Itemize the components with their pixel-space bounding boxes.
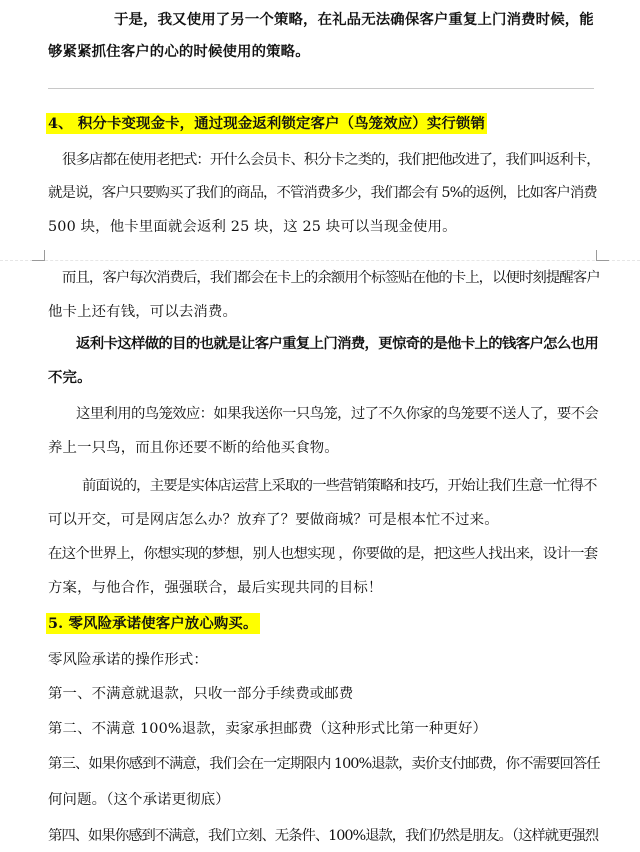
- list-item: 第二、不满意 100%退款，卖家承担邮费（这种形式比第一种更好）: [48, 721, 488, 737]
- list-item: 第三、如果你感到不满意，我们会在一定期限内 100%退款，卖价支付邮费，你不需要回答任: [48, 756, 600, 772]
- page-corner-mark-left: [32, 250, 45, 261]
- list-item: 第一、不满意就退款，只收一部分手续费或邮费: [48, 686, 354, 702]
- page-corner-mark-right: [596, 250, 609, 261]
- section-heading-5: [46, 614, 260, 634]
- paragraph-line: 方案，与他合作，强强联合，最后实现共同的目标！: [48, 580, 383, 596]
- paragraph-line: 可以开交，可是网店怎么办？放弃了？要做商城？可是根本忙不过来。: [48, 512, 499, 528]
- paragraph-line: 够紧紧抓住客户的心的时候使用的策略。: [48, 43, 310, 60]
- paragraph-line: 于是，我又使用了另一个策略，在礼品无法确保客户重复上门消费时候，能: [114, 11, 594, 28]
- paragraph-line: 不完。: [48, 369, 92, 386]
- page-break-marker: [0, 250, 640, 260]
- paragraph-line: 返利卡这样做的目的也就是让客户重复上门消费，更惊奇的是他卡上的钱客户怎么也用: [76, 335, 599, 352]
- paragraph-line: 500 块，他卡里面就会返利 25 块，这 25 块可以当现金使用。: [48, 219, 457, 235]
- list-item-continuation: 何问题。（这个承诺更彻底）: [48, 792, 230, 808]
- section-heading-4: [46, 114, 487, 134]
- paragraph-line: 他卡上还有钱，可以去消费。: [48, 304, 238, 320]
- highlighted-heading-text: 4、 积分卡变现金卡，通过现金返利锁定客户（鸟笼效应）实行锁销: [48, 115, 486, 132]
- paragraph-line: 前面说的，主要是实体店运营上采取的一些营销策略和技巧，开始让我们生意一忙得不: [82, 478, 597, 494]
- list-item: 第四、如果你感到不满意，我们立刻、无条件、100%退款，我们仍然是朋友。（这样就更强烈: [48, 828, 599, 844]
- horizontal-rule: [48, 88, 594, 89]
- paragraph-line: 很多店都在使用老把式：开什么会员卡、积分卡之类的，我们把他改进了，我们叫返利卡，: [62, 152, 600, 168]
- paragraph-line: 而且，客户每次消费后，我们都会在卡上的余额用个标签贴在他的卡上，以便时刻提醒客户: [62, 270, 600, 286]
- paragraph-line: 在这个世界上，你想实现的梦想，别人也想实现 ，你要做的是，把这些人找出来，设计一套: [48, 546, 598, 562]
- paragraph-line: 养上一只鸟，而且你还要不断的给他买食物。: [48, 440, 339, 456]
- paragraph-line: 零风险承诺的操作形式：: [48, 652, 208, 668]
- highlighted-heading-text: 5. 零风险承诺使客户放心购买。: [48, 615, 258, 632]
- page-break-line: [0, 260, 640, 261]
- paragraph-line: 这里利用的鸟笼效应：如果我送你一只鸟笼，过了不久你家的鸟笼要不送人了，要不会: [76, 406, 599, 422]
- paragraph-line: 就是说，客户只要购买了我们的商品，不管消费多少，我们都会有 5%的返例，比如客户消费: [48, 185, 597, 201]
